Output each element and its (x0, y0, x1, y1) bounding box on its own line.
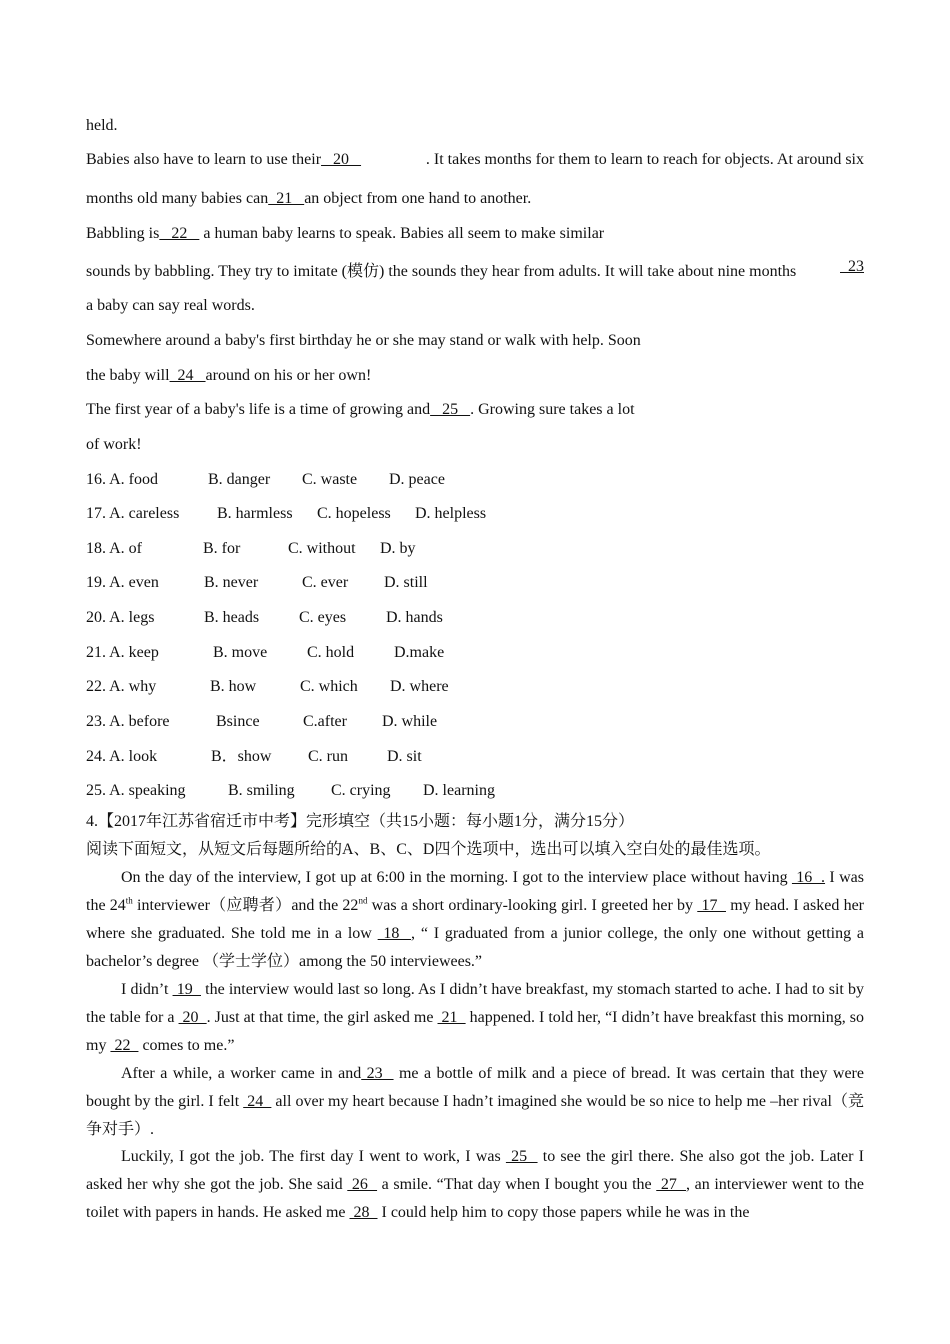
passage-line: held. (86, 117, 118, 134)
blank-25: 25 (430, 401, 471, 418)
option-b: B. harmless (217, 505, 293, 522)
option-d: D. where (390, 678, 449, 695)
blank-22: 22 (159, 225, 200, 242)
blank-24: 24 (243, 1093, 272, 1110)
option-d: D. hands (386, 609, 443, 626)
passage-line: months old many babies can 21 an object from one hand to another. (86, 190, 532, 207)
option-c: C. eyes (299, 609, 347, 626)
option-number-a: 21. A. keep (86, 644, 159, 661)
option-number-a: 16. A. food (86, 471, 158, 488)
option-d: D. helpless (415, 505, 487, 522)
blank-19: 19 (172, 981, 201, 998)
section-heading: 4.【2017年江苏省宿迁市中考】完形填空（共15小题：每小题1分，满分15分） (86, 813, 635, 830)
blank-18: 18 (377, 925, 412, 942)
option-number-a: 20. A. legs (86, 609, 155, 626)
option-d: D. learning (423, 782, 495, 799)
blank-27: 27 (656, 1176, 687, 1193)
blank-20: 20 (178, 1009, 207, 1026)
option-d: D. sit (387, 748, 422, 765)
option-c: C. waste (302, 471, 358, 488)
option-b: B. smiling (228, 782, 295, 799)
passage-line: sounds by babbling. They try to imitate (模仿) the sounds they hear from adults. It will take about nine months 23 (86, 258, 864, 280)
blank-24: 24 (169, 367, 206, 384)
blank-21: 21 (437, 1009, 466, 1026)
blank-26: 26 (347, 1176, 378, 1193)
option-c: C. ever (302, 574, 349, 591)
passage-line: of work! (86, 436, 142, 453)
blank-28: 28 (349, 1204, 378, 1221)
option-b: B. danger (208, 471, 271, 488)
passage-paragraph: After a while, a worker came in and 23 me a bottle of milk and a piece of bread. It was certain that they were bought by the girl. I felt 24 all over my heart because I hadn’t imagined she would be so nice to help me –her rival（竞争对手）. (86, 1065, 865, 1138)
blank-25: 25 (505, 1148, 538, 1165)
option-number-a: 18. A. of (86, 540, 142, 557)
option-b: B. never (204, 574, 259, 591)
option-b: B．show (211, 748, 272, 765)
option-c: C. which (300, 678, 358, 695)
passage-line: Babbling is 22 a human baby learns to speak. Babies all seem to make similar (86, 225, 605, 242)
blank-17: 17 (697, 897, 726, 914)
passage-paragraph: Luckily, I got the job. The first day I went to work, I was 25 to see the girl there. She also got the job. Later I asked her why she got the job. She said 26 a smile. “That day when I bought you the 27 , an interviewer went to the toilet with papers in hands. He asked me 28 I could help him to copy those papers while he was in the (86, 1148, 865, 1221)
passage-line: a baby can say real words. (86, 297, 255, 314)
blank-20: 20 (321, 151, 362, 168)
blank-21: 21 (268, 190, 305, 207)
blank-23: 23 (840, 258, 864, 275)
option-d: D. still (384, 574, 428, 591)
option-number-a: 19. A. even (86, 574, 159, 591)
option-c: C. without (288, 540, 356, 557)
option-d: D.make (394, 644, 445, 661)
option-number-a: 24. A. look (86, 748, 158, 765)
passage-line: the baby will 24 around on his or her own! (86, 367, 372, 384)
option-b: B. how (210, 678, 257, 695)
option-b: Bsince (216, 713, 260, 730)
passage-paragraph: I didn’t 19 the interview would last so long. As I didn’t have breakfast, my stomach started to ache. I had to sit by the table for a 20 . Just at that time, the girl asked me 21 happened. I told her, “I didn’t have breakfast this morning, so my 22 comes to me.” (86, 981, 865, 1054)
option-c: C. run (308, 748, 348, 765)
passage-paragraph: On the day of the interview, I got up at 6:00 in the morning. I got to the interview place without having 16 . I was the 24th interviewer（应聘者）and the 22nd was a short ordinary-looking girl. I greeted her by 17 my head. I asked her where she graduated. She told me in a low 18 , “ I graduated from a junior college, the only one without getting a bachelor’s degree （学士学位）among the 50 interviewees.” (86, 869, 865, 970)
option-c: C. hopeless (317, 505, 391, 522)
option-number-a: 17. A. careless (86, 505, 180, 522)
passage-line: Somewhere around a baby's first birthday he or she may stand or walk with help. Soon (86, 332, 641, 349)
option-number-a: 23. A. before (86, 713, 170, 730)
option-number-a: 25. A. speaking (86, 782, 186, 799)
option-b: B. move (213, 644, 268, 661)
passage-line: The first year of a baby's life is a time of growing and 25 . Growing sure takes a lot (86, 401, 635, 418)
blank-16: 16 . (791, 869, 826, 886)
option-b: B. for (203, 540, 241, 557)
option-c: C. crying (331, 782, 391, 799)
option-c: C.after (303, 713, 347, 730)
option-c: C. hold (307, 644, 355, 661)
option-d: D. peace (389, 471, 445, 488)
blank-22: 22 (110, 1037, 139, 1054)
blank-23: 23 (361, 1065, 394, 1082)
option-d: D. by (380, 540, 416, 557)
option-number-a: 22. A. why (86, 678, 157, 695)
option-d: D. while (382, 713, 438, 730)
section-instructions: 阅读下面短文，从短文后每题所给的A、B、C、D四个选项中，选出可以填入空白处的最佳选项。 (86, 841, 771, 858)
passage-line: Babies also have to learn to use their 20 . It takes months for them to learn to reach for objects. At around six (86, 151, 864, 168)
option-b: B. heads (204, 609, 260, 626)
